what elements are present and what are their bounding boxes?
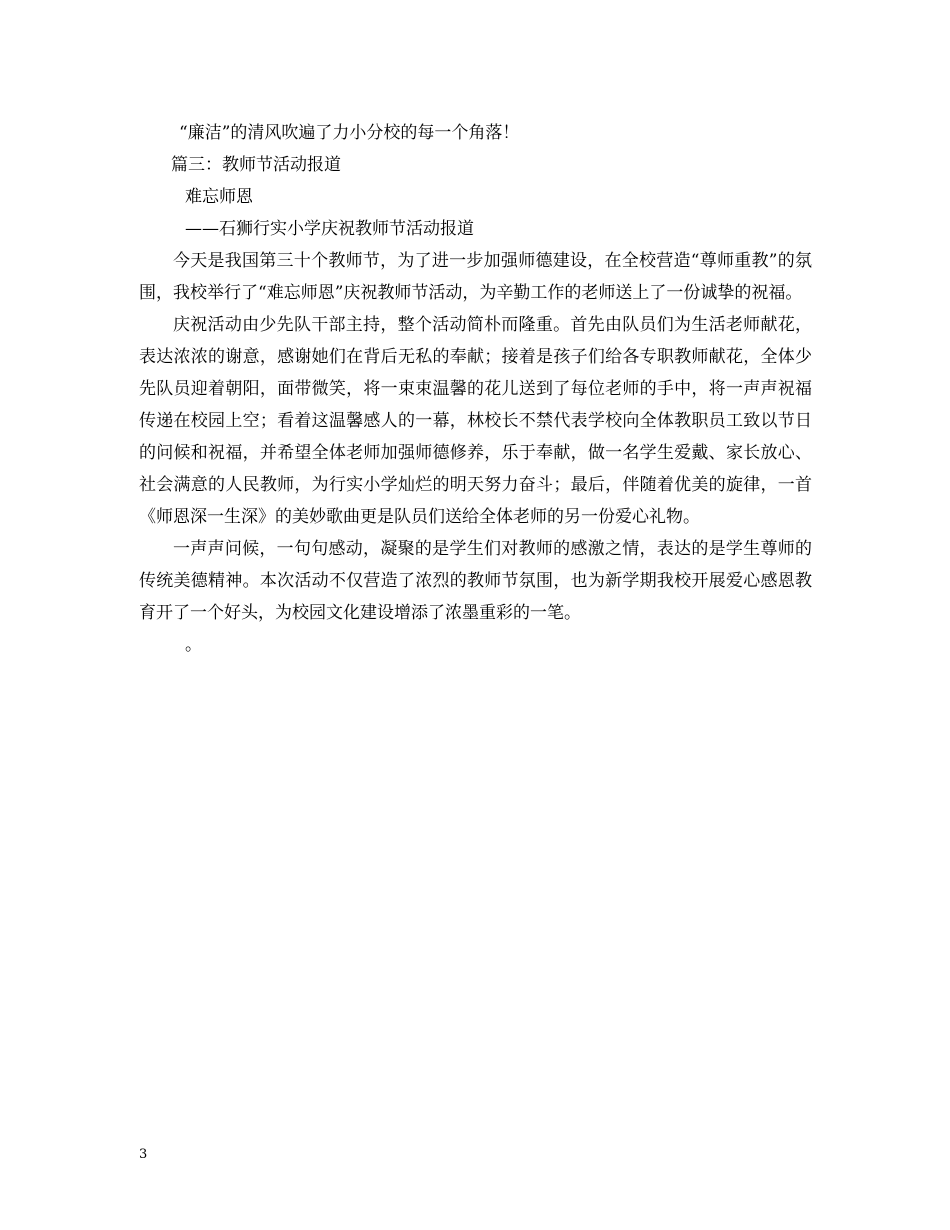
article-subtitle: ——石狮行实小学庆祝教师节活动报道 bbox=[185, 219, 474, 239]
document-body bbox=[139, 117, 812, 661]
article-title: 难忘师恩 bbox=[185, 187, 253, 207]
end-mark: 。 bbox=[185, 635, 202, 655]
paragraph-conclusion: 一声声问候，一句句感动，凝聚的是学生们对教师的感激之情，表达的是学生尊师的传统美德精神。本次活动不仅营造了浓烈的教师节氛围，也为新学期我校开展爱心感恩教育开了一个好头，为校园文化建设增添了浓墨重彩的一笔。 bbox=[139, 539, 812, 623]
page-number: 3 bbox=[139, 1147, 148, 1162]
paragraph-activity: 庆祝活动由少先队干部主持，整个活动简朴而隆重。首先由队员们为生活老师献花，表达浓浓的谢意，感谢她们在背后无私的奉献；接着是孩子们给各专职教师献花，全体少先队员迎着朝阳，面带微笑，将一束束温馨的花儿送到了每位老师的手中，将一声声祝福传递在校园上空；看着这温馨感人的一幕，林校长不禁代表学校向全体教职员工致以节日的问候和祝福，并希望全体老师加强师德修养，乐于奉献，做一名学生爱戴、家长放心、社会满意的人民教师，为行实小学灿烂的明天努力奋斗；最后，伴随着优美的旋律，一首《师恩深一生深》的美妙歌曲更是队员们送给全体老师的另一份爱心礼物。 bbox=[139, 315, 812, 527]
section-heading: 篇三：教师节活动报道 bbox=[171, 155, 341, 175]
paragraph-intro: 今天是我国第三十个教师节，为了进一步加强师德建设，在全校营造“尊师重教”的氛围，我校举行了“难忘师恩”庆祝教师节活动，为辛勤工作的老师送上了一份诚挚的祝福。 bbox=[139, 251, 812, 303]
closing-line: “廉洁”的清风吹遍了力小分校的每一个角落！ bbox=[179, 123, 520, 143]
